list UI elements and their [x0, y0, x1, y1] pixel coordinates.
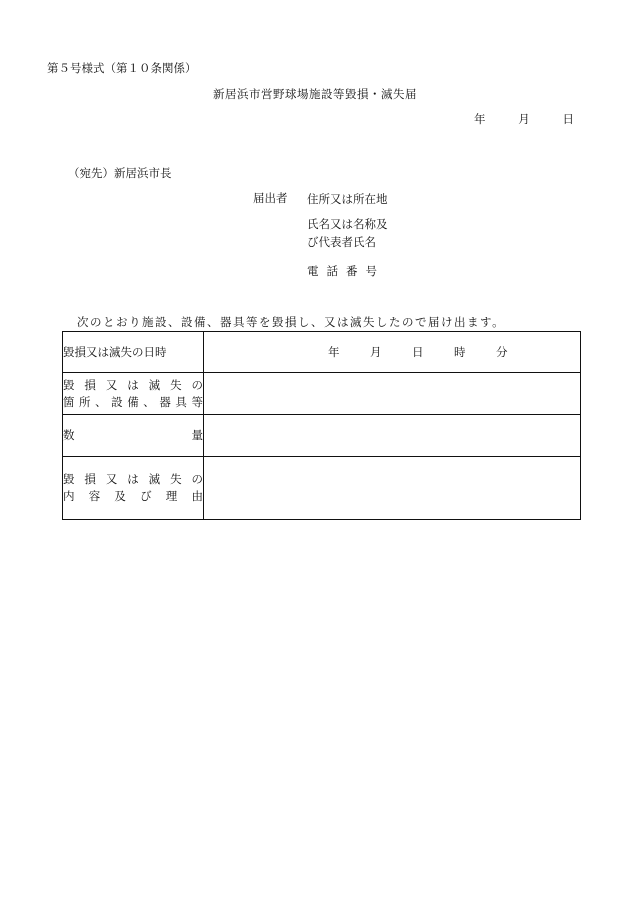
table-row	[63, 373, 581, 415]
reason-value-cell[interactable]	[204, 457, 581, 520]
date-month-label: 月	[518, 112, 530, 126]
location-label-line-1: 毀損又は滅失の	[63, 377, 203, 392]
quantity-value-cell[interactable]	[204, 415, 581, 457]
form-title: 新居浜市営野球場施設等毀損・滅失届	[213, 87, 417, 101]
phone-label: 電話番号	[307, 264, 385, 278]
quantity-label-cell	[63, 415, 204, 457]
date-year-label: 年	[474, 112, 486, 126]
reason-label-line-2: 内容及び理由	[63, 489, 203, 503]
reason-label-cell	[63, 457, 204, 520]
datetime-day: 日	[412, 345, 424, 359]
submission-date	[474, 111, 574, 127]
reason-label-line-1: 毀損又は滅失の	[63, 472, 203, 486]
location-label-line-2: 箇所、設備、器具等	[63, 394, 203, 409]
location-label-cell	[63, 373, 204, 415]
quantity-label: 数量	[63, 428, 203, 442]
statement: 次のとおり施設、設備、器具等を毀損し、又は滅失したので届け出ます。	[77, 315, 506, 329]
datetime-minute: 分	[496, 345, 508, 359]
date-day-label: 日	[562, 112, 574, 126]
filer-role-label: 届出者	[253, 191, 288, 205]
address-label: 住所又は所在地	[307, 192, 388, 206]
datetime-hour: 時	[454, 345, 466, 359]
table-row	[63, 415, 581, 457]
datetime-label-cell	[63, 332, 204, 373]
datetime-label: 毀損又は滅失の日時	[63, 344, 167, 359]
datetime-year: 年	[328, 345, 340, 359]
table-row	[63, 457, 581, 520]
addressee: （宛先）新居浜市長	[68, 166, 172, 180]
damage-report-table	[62, 331, 581, 520]
form-number: 第５号様式（第１０条関係）	[47, 61, 197, 75]
datetime-parts	[204, 344, 580, 360]
name-label: 氏名又は名称及び代表者氏名	[307, 217, 388, 249]
location-value-cell[interactable]	[204, 373, 581, 415]
table-row	[63, 332, 581, 373]
datetime-month: 月	[370, 345, 382, 359]
datetime-value-cell[interactable]	[204, 332, 581, 373]
